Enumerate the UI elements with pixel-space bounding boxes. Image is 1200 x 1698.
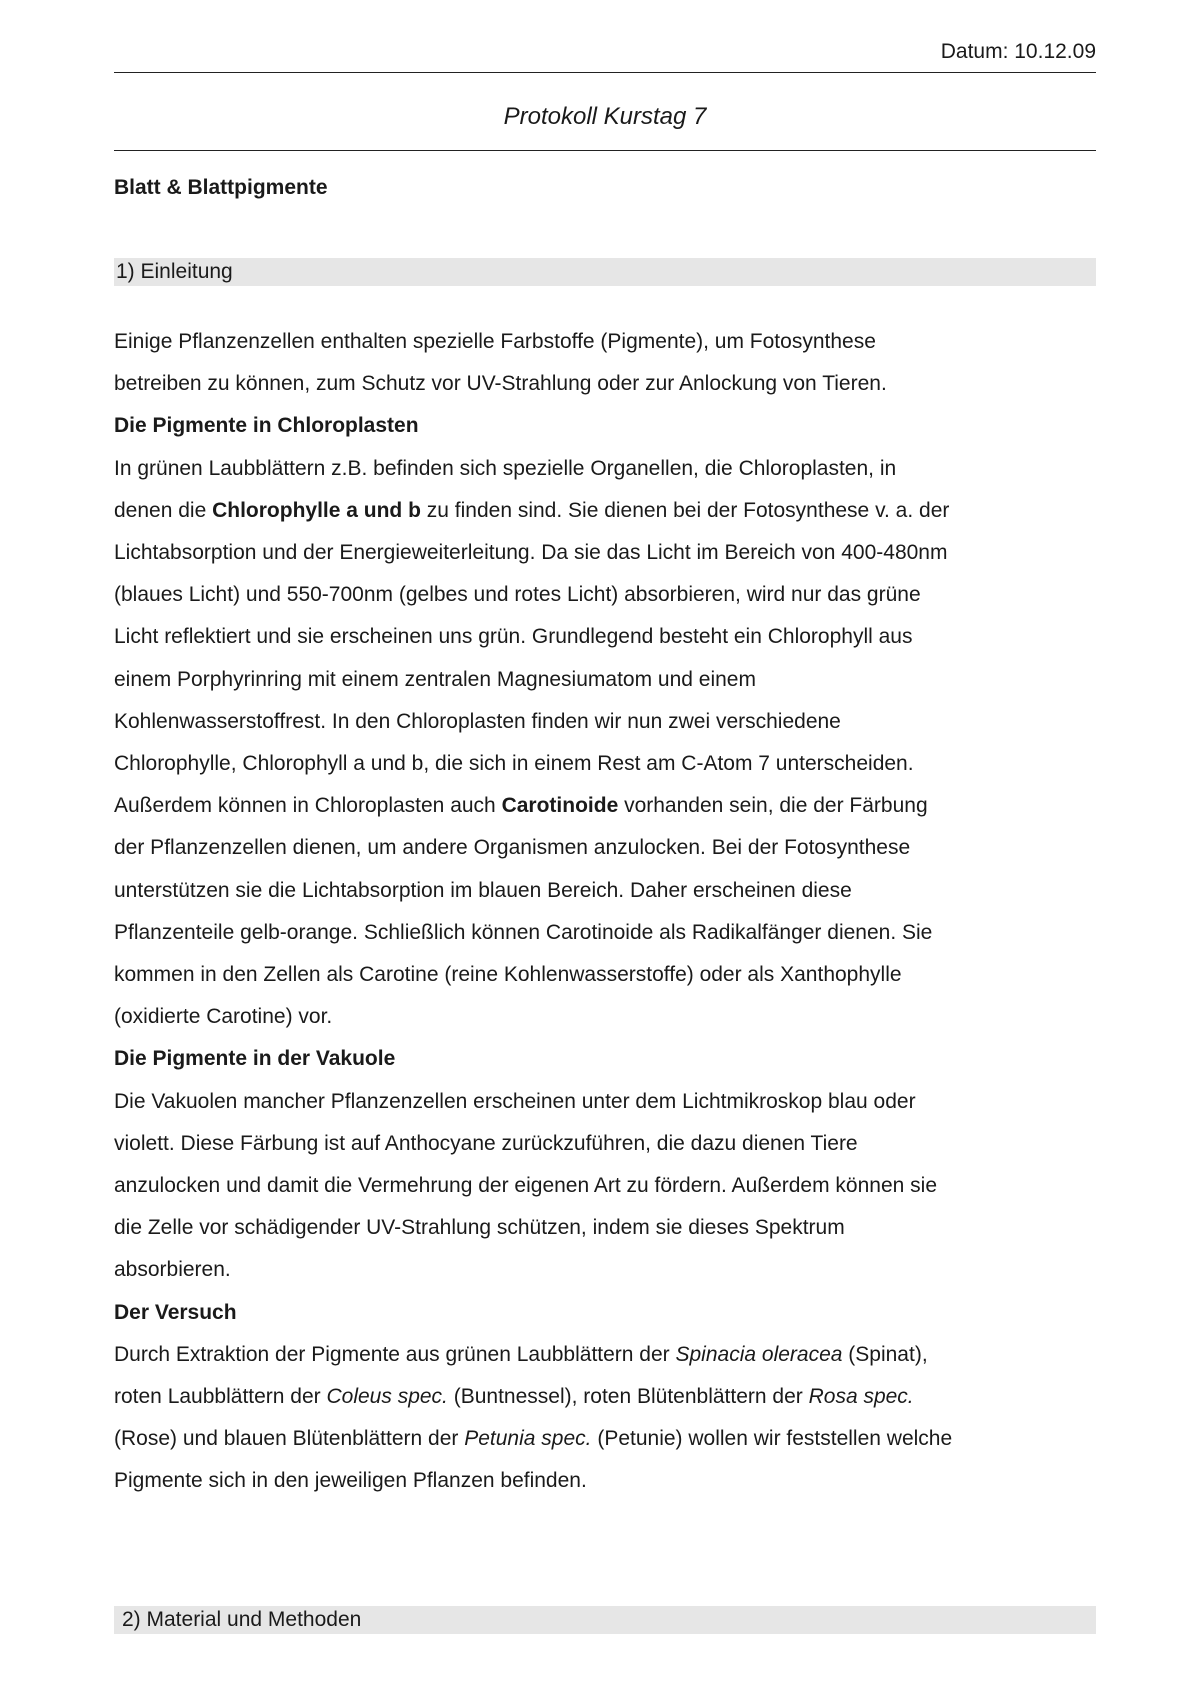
text-run: (Spinat), bbox=[842, 1342, 928, 1366]
text-line: In grünen Laubblättern z.B. befinden sich spezielle Organellen, die Chloroplasten, in bbox=[114, 456, 897, 480]
intro-body bbox=[114, 321, 1096, 1503]
document-title: Protokoll Kurstag 7 bbox=[503, 103, 707, 130]
text-run: Außerdem können in Chloroplasten auch bbox=[114, 794, 502, 818]
text-run: denen die bbox=[114, 498, 213, 522]
text-line bbox=[114, 1376, 1096, 1418]
text-line: absorbieren. bbox=[114, 1258, 231, 1282]
text-run: roten Laubblättern der bbox=[114, 1385, 327, 1409]
text-line bbox=[114, 1334, 1096, 1376]
subheading-chloroplasts: Die Pigmente in Chloroplasten bbox=[114, 414, 419, 438]
text-line: anzulocken und damit die Vermehrung der eigenen Art zu fördern. Außerdem können sie bbox=[114, 1174, 938, 1198]
section-heading-methods bbox=[114, 1606, 1096, 1634]
term-carotinoids: Carotinoide bbox=[501, 794, 619, 818]
text-line: Pigmente sich in den jeweiligen Pflanzen befinden. bbox=[114, 1469, 587, 1493]
text-run: vorhanden sein, die der Färbung bbox=[618, 794, 928, 818]
text-line: Kohlenwasserstoffrest. In den Chloroplasten finden wir nun zwei verschiedene bbox=[114, 709, 841, 733]
text-run: Durch Extraktion der Pigmente aus grünen Laubblättern der bbox=[114, 1342, 676, 1366]
header-rule-top bbox=[114, 72, 1096, 73]
subheading-vacuole: Die Pigmente in der Vakuole bbox=[114, 1047, 396, 1071]
species-name: Rosa spec. bbox=[808, 1385, 914, 1409]
species-name: Coleus spec. bbox=[326, 1385, 448, 1409]
text-line: unterstützen sie die Lichtabsorption im blauen Bereich. Daher erscheinen diese bbox=[114, 878, 852, 902]
text-line: violett. Diese Färbung ist auf Anthocyane zurückzuführen, die dazu dienen Tiere bbox=[114, 1131, 858, 1155]
text-run: (Buntnessel), roten Blütenblättern der bbox=[447, 1385, 809, 1409]
text-line: Licht reflektiert und sie erscheinen uns grün. Grundlegend besteht ein Chlorophyll aus bbox=[114, 625, 913, 649]
text-line: der Pflanzenzellen dienen, um andere Organismen anzulocken. Bei der Fotosynthese bbox=[114, 836, 911, 860]
text-line bbox=[114, 490, 1096, 532]
date-label: Datum: 10.12.09 bbox=[940, 40, 1096, 63]
header-rule-bottom bbox=[114, 150, 1096, 151]
text-run: (Petunie) wollen wir feststellen welche bbox=[591, 1427, 953, 1451]
section-heading-intro bbox=[114, 258, 1096, 286]
text-line: Einige Pflanzenzellen enthalten spezielle Farbstoffe (Pigmente), um Fotosynthese bbox=[114, 330, 876, 353]
text-line: die Zelle vor schädigender UV-Strahlung schützen, indem sie dieses Spektrum bbox=[114, 1216, 845, 1240]
term-chlorophylls: Chlorophylle a und b bbox=[212, 498, 421, 522]
subheading-experiment: Der Versuch bbox=[114, 1300, 237, 1324]
text-run: (Rose) und blauen Blütenblättern der bbox=[114, 1427, 465, 1451]
text-line bbox=[114, 785, 1096, 827]
text-line: betreiben zu können, zum Schutz vor UV-Strahlung oder zur Anlockung von Tieren. bbox=[114, 372, 887, 396]
text-run: zu finden sind. Sie dienen bei der Fotosynthese v. a. der bbox=[420, 498, 950, 522]
section-heading-methods-label: 2) Material und Methoden bbox=[122, 1608, 362, 1631]
text-line: (blaues Licht) und 550-700nm (gelbes und rotes Licht) absorbieren, wird nur das grüne bbox=[114, 583, 921, 607]
document-subject: Blatt & Blattpigmente bbox=[114, 176, 328, 199]
text-line bbox=[114, 1418, 1096, 1460]
text-line: (oxidierte Carotine) vor. bbox=[114, 1005, 333, 1029]
text-line: Pflanzenteile gelb-orange. Schließlich können Carotinoide als Radikalfänger dienen. Sie bbox=[114, 920, 933, 944]
text-line: Die Vakuolen mancher Pflanzenzellen erscheinen unter dem Lichtmikroskop blau oder bbox=[114, 1089, 916, 1113]
species-name: Petunia spec. bbox=[464, 1427, 592, 1451]
text-line: Chlorophylle, Chlorophyll a und b, die sich in einem Rest am C-Atom 7 unterscheiden. bbox=[114, 752, 914, 776]
text-line: Lichtabsorption und der Energieweiterleitung. Da sie das Licht im Bereich von 400-480nm bbox=[114, 541, 948, 565]
text-line: einem Porphyrinring mit einem zentralen Magnesiumatom und einem bbox=[114, 667, 756, 691]
text-line: kommen in den Zellen als Carotine (reine Kohlenwasserstoffe) oder als Xanthophylle bbox=[114, 963, 902, 987]
section-heading-intro-label: 1) Einleitung bbox=[116, 260, 233, 283]
species-name: Spinacia oleracea bbox=[675, 1342, 843, 1366]
